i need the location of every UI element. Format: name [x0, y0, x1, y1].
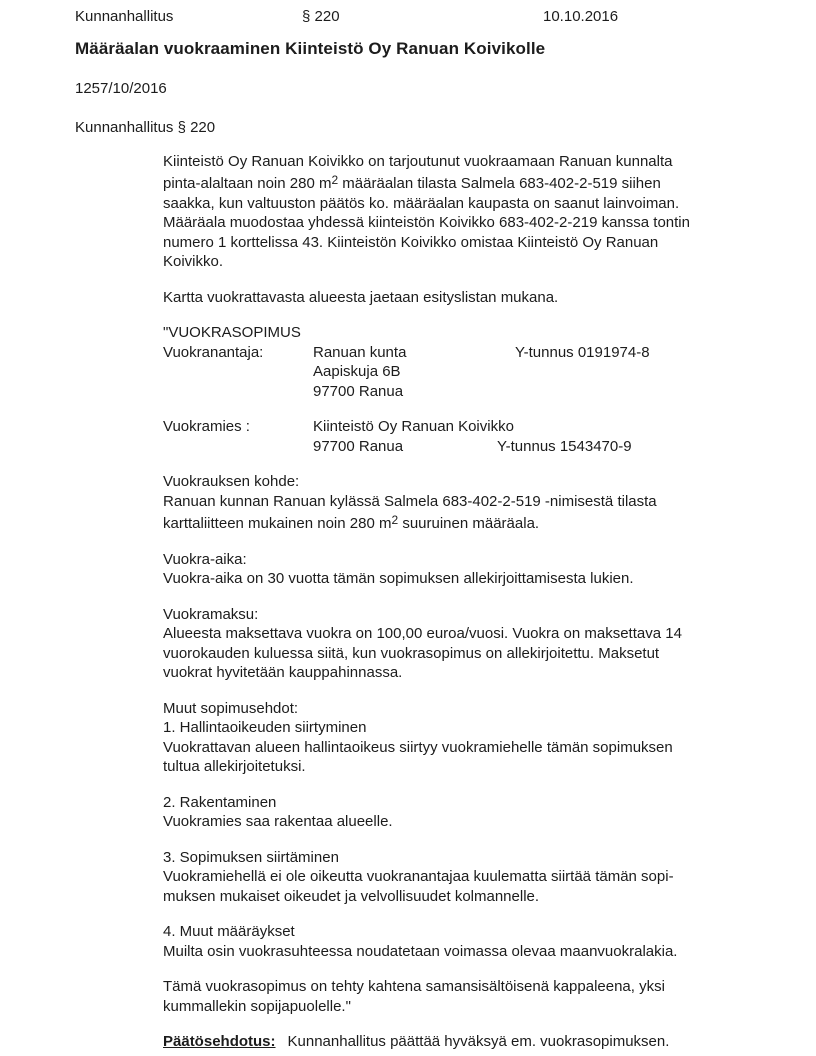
header-section-mark: § 220 [302, 8, 340, 25]
superscript: 2 [331, 173, 339, 187]
text-line: Vuokrattavan alueen hallintaoikeus siirtyy vuokramiehelle tämän sopimuksen [163, 738, 673, 756]
text-line: Vuokramies saa rakentaa alueelle. [163, 813, 393, 830]
text-line: numero 1 korttelissa 43. Kiinteistön Koivikko omistaa Kiinteistö Oy Ranuan [163, 233, 659, 251]
text-line: 2. Rakentaminen [163, 793, 277, 811]
lessee-row [163, 417, 748, 437]
document-body [163, 152, 748, 1052]
lessor-row [163, 343, 748, 363]
lessor-address-line-1: Aapiskuja 6B [313, 363, 401, 380]
text-line: vuokrat hyvitetään kauppahinnassa. [163, 664, 403, 681]
text-line: Muut sopimusehdot: [163, 699, 299, 717]
lessor-address-row-1 [163, 362, 748, 382]
agreement-section-paragraph [163, 793, 748, 832]
lease-agreement-block [163, 323, 748, 401]
text-line: saakka, kun valtuuston päätös ko. määräalan kaupasta on saanut lainvoiman. [163, 194, 680, 212]
case-number: 1257/10/2016 [75, 79, 167, 97]
lessor-address-line-2: 97700 Ranua [313, 382, 404, 400]
superscript: 2 [391, 513, 399, 527]
decision-proposal-text: Kunnanhallitus päättää hyväksyä em. vuokrasopimuksen. [287, 1033, 670, 1050]
text-line: 4. Muut määräykset [163, 923, 295, 940]
agreement-heading: "VUOKRASOPIMUS [163, 324, 301, 341]
text-line: kummallekin sopijapuolelle." [163, 997, 351, 1015]
text-line: 1. Hallintaoikeuden siirtyminen [163, 719, 367, 736]
lessor-business-id: Y-tunnus 0191974-8 [515, 343, 650, 361]
agreement-section-paragraph [163, 848, 748, 907]
agreement-section-paragraph [163, 605, 748, 683]
text-line: Muilta osin vuokrasuhteessa noudatetaan voimassa olevaa maanvuokralakia. [163, 942, 678, 960]
decision-proposal-row [163, 1032, 748, 1052]
lessee-label: Vuokramies : [163, 418, 250, 435]
lessee-name: Kiinteistö Oy Ranuan Koivikko [313, 418, 514, 435]
text-line: Alueesta maksettava vuokra on 100,00 euroa/vuosi. Vuokra on maksettava 14 [163, 625, 682, 642]
text-line: Vuokra-aika on 30 vuotta tämän sopimuksen allekirjoittamisesta lukien. [163, 570, 634, 587]
lessor-label: Vuokranantaja: [163, 343, 264, 361]
page-title: Määräalan vuokraaminen Kiinteistö Oy Ranuan Koivikolle [75, 38, 546, 58]
text-line: Tämä vuokrasopimus on tehty kahtena samansisältöisenä kappaleena, yksi [163, 978, 665, 995]
text-line: karttaliitteen mukainen noin 280 $m^2$ suuruinen määräala. [163, 513, 540, 532]
agreement-section-paragraph [163, 699, 748, 777]
lessee-address: 97700 Ranua [313, 437, 404, 455]
agreement-section-paragraph [163, 472, 748, 534]
header-org-name: Kunnanhallitus [75, 8, 174, 25]
lessor-name: Ranuan kunta [313, 343, 407, 361]
lessor-address-row-2 [163, 382, 748, 402]
map-note-line: Kartta vuokrattavasta alueesta jaetaan esityslistan mukana. [163, 288, 559, 306]
text-line: Koivikko. [163, 253, 224, 270]
text-line: tultua allekirjoitetuksi. [163, 758, 306, 775]
decision-proposal-label: Päätösehdotus: [163, 1033, 276, 1050]
spacer-cell [163, 382, 313, 402]
text-line: Vuokrauksen kohde: [163, 473, 300, 490]
lessee-address-row [163, 437, 748, 457]
text-line: Vuokra-aika: [163, 550, 247, 568]
map-note-paragraph [163, 288, 748, 308]
text-line: Määräala muodostaa yhdessä kiinteistön Koivikko 683-402-2-219 kanssa tontin [163, 214, 690, 231]
lessee-block [163, 417, 748, 456]
subheading: Kunnanhallitus § 220 [75, 119, 216, 136]
text-line: 3. Sopimuksen siirtäminen [163, 848, 339, 866]
agreement-section-paragraph [163, 922, 748, 961]
spacer-cell [163, 362, 313, 382]
text-line: pinta-alaltaan noin 280 $m^2$ määräalan tilasta Salmela 683-402-2-519 siihen [163, 173, 661, 192]
agreement-section-paragraph [163, 550, 748, 589]
header-date: 10.10.2016 [543, 8, 619, 25]
lessee-business-id: Y-tunnus 1543470-9 [497, 437, 632, 455]
agreement-sections [163, 472, 748, 1016]
text-line: Vuokramiehellä ei ole oikeutta vuokranantajaa kuulematta siirtää tämän sopi- [163, 868, 674, 885]
text-line: muksen mukaiset oikeudet ja velvollisuudet kolmannelle. [163, 887, 540, 905]
text-line: vuorokauden kuluessa siitä, kun vuokrasopimus on allekirjoitettu. Maksetut [163, 644, 660, 662]
page-header [75, 7, 770, 27]
text-line: Vuokramaksu: [163, 605, 259, 623]
text-line: Ranuan kunnan Ranuan kylässä Salmela 683-402-2-519 -nimisestä tilasta [163, 492, 657, 510]
agreement-section-paragraph [163, 977, 748, 1016]
intro-paragraph [163, 152, 748, 272]
spacer-cell [163, 437, 313, 457]
text-line: Kiinteistö Oy Ranuan Koivikko on tarjoutunut vuokraamaan Ranuan kunnalta [163, 152, 673, 170]
